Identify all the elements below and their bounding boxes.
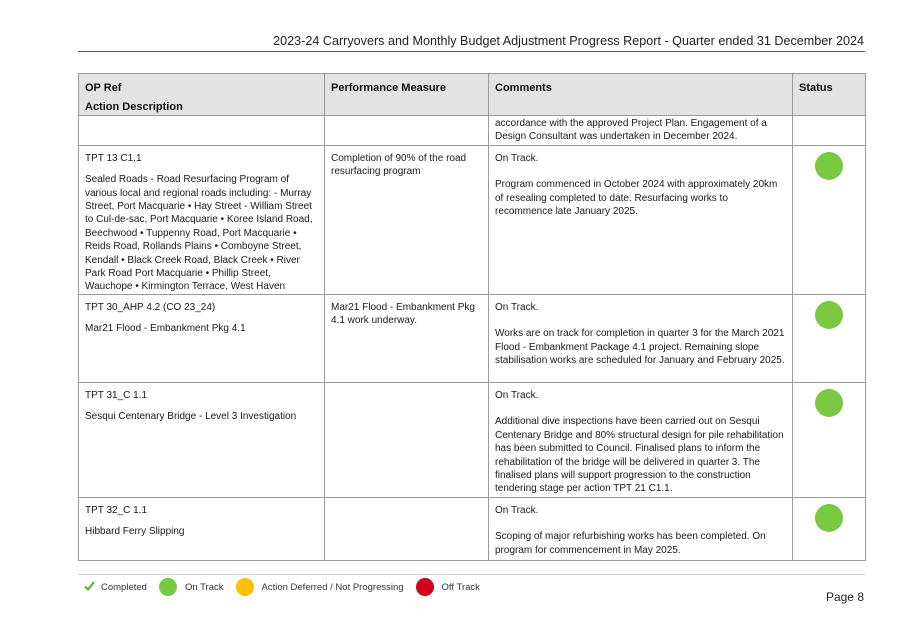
comment-detail: Program commenced in October 2024 with approximately 20km of resealing completed to date. Resurfacing works to recommence late January 2025. [495, 179, 778, 218]
performance-measure: Completion of 90% of the road resurfacing program [325, 145, 489, 294]
table-row-continued [79, 115, 866, 145]
comment-status: On Track. [495, 301, 539, 313]
comment-status: On Track. [495, 504, 539, 516]
action-description: Sesqui Centenary Bridge - Level 3 Investigation [85, 411, 297, 423]
op-ref: TPT 31_C 1.1 [85, 389, 148, 401]
column-header-comments: Comments [489, 74, 793, 116]
legend-label-off-track: Off Track [441, 581, 480, 593]
comment-status: On Track. [495, 152, 539, 164]
status-cell [793, 294, 866, 382]
legend-label-deferred: Action Deferred / Not Progressing [261, 581, 404, 593]
header-divider [78, 51, 865, 52]
performance-measure [325, 497, 489, 560]
check-icon [84, 581, 95, 594]
on-track-status-icon [815, 389, 843, 417]
op-ref-header: OP Ref [85, 82, 122, 94]
red-circle-icon [416, 578, 434, 596]
table-row [79, 497, 866, 560]
legend-label-completed: Completed [101, 581, 147, 593]
legend-item-completed [82, 581, 147, 594]
status-cell [793, 497, 866, 560]
comments-cell [489, 497, 793, 560]
on-track-status-icon [815, 504, 843, 532]
column-header-status: Status [793, 74, 866, 116]
comments-cell [489, 294, 793, 382]
op-ref: TPT 13 C1.1 [85, 152, 142, 164]
page-number: Page 8 [825, 590, 864, 604]
comment-status: On Track. [495, 389, 539, 401]
op-ref: TPT 30_AHP 4.2 (CO 23_24) [85, 301, 216, 313]
comments-cell [489, 145, 793, 294]
action-description: Hibbard Ferry Slipping [85, 526, 185, 538]
action-description-header: Action Description [85, 101, 183, 114]
on-track-status-icon [815, 301, 843, 329]
column-header-op-ref [79, 74, 325, 116]
amber-circle-icon [236, 578, 254, 596]
op-ref: TPT 32_C 1.1 [85, 504, 148, 516]
continued-measure-cell [325, 115, 489, 145]
legend-divider [78, 574, 865, 575]
comments-cell [489, 382, 793, 497]
action-cell [79, 145, 325, 294]
performance-measure: Mar21 Flood - Embankment Pkg 4.1 work underway. [325, 294, 489, 382]
table-row [79, 382, 866, 497]
comment-detail: Works are on track for completion in quarter 3 for the March 2021 Flood - Embankment Package 4.1 project. Remaining slope stabilisation works are scheduled for January and February 2025. [495, 328, 785, 367]
legend-item-off-track [416, 578, 480, 596]
comment-detail: Additional dive inspections have been carried out on Sesqui Centenary Bridge and 80% structural design for pile rehabilitation has been submitted to Council. Finalised plans to inform the rehabilitation of the bridge will be delivered in quarter 3. The finalised plans will support progression to the construction tendering stage per action TPT 21 C1.1. [495, 416, 784, 495]
comment-detail: Scoping of major refurbishing works has been completed. On program for commencement in May 2025. [495, 531, 766, 556]
green-circle-icon [159, 578, 177, 596]
action-cell [79, 382, 325, 497]
continued-description-cell [79, 115, 325, 145]
column-header-performance-measure: Performance Measure [325, 74, 489, 116]
report-title: 2023-24 Carryovers and Monthly Budget Adjustment Progress Report - Quarter ended 31 December 2024 [273, 34, 864, 48]
action-description: Mar21 Flood - Embankment Pkg 4.1 [85, 323, 246, 335]
table-header-row [79, 74, 866, 116]
continued-status-cell [793, 115, 866, 145]
progress-table [78, 73, 866, 561]
performance-measure [325, 382, 489, 497]
table-row [79, 145, 866, 294]
legend-label-on-track: On Track [184, 581, 224, 593]
action-cell [79, 497, 325, 560]
status-cell [793, 145, 866, 294]
on-track-status-icon [815, 152, 843, 180]
legend-item-deferred [236, 578, 404, 596]
table-row [79, 294, 866, 382]
action-description: Sealed Roads - Road Resurfacing Program of various local and regional roads including: - Murray Street, Port Macquarie • Hay Street - William Street to Cul-de-sac, Port Macquarie • Koree Island Road, Beechwood • Tuppenny Road, Port Macquarie • Reids Road, Rollands Plains • Comboyne Street, Kendall • Black Creek Road, Black Creek • River Park Road Port Macquarie • Phillip Street, Wauchope • Kirmington Terrace, West Haven [85, 174, 313, 293]
status-cell [793, 382, 866, 497]
continued-comment-cell: accordance with the approved Project Plan. Engagement of a Design Consultant was undertaken in December 2024. [489, 115, 793, 145]
status-legend [82, 578, 492, 596]
legend-item-on-track [159, 578, 224, 596]
action-cell [79, 294, 325, 382]
